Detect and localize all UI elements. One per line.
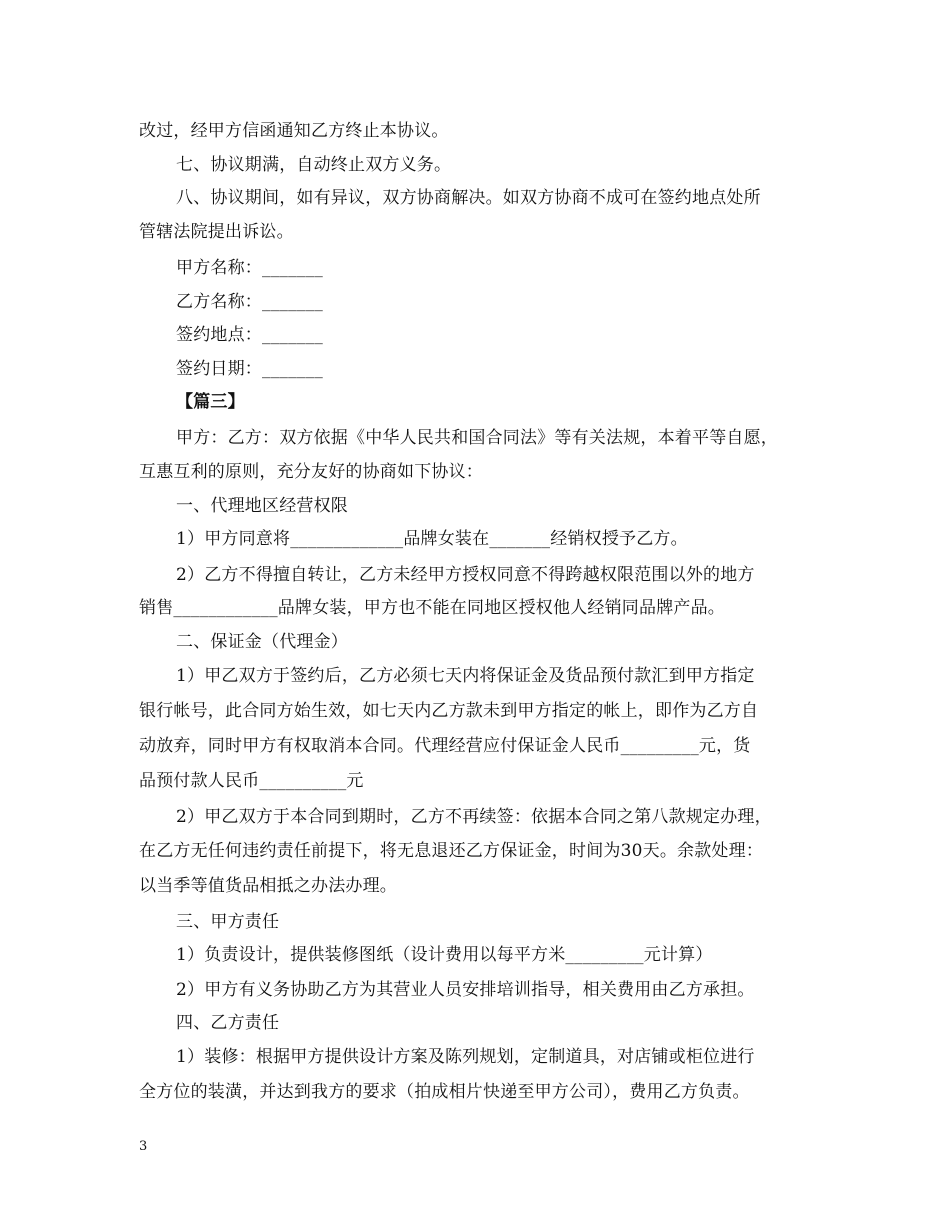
text-line: 2）甲方有义务协助乙方为其营业人员安排培训指导，相关费用由乙方承担。 — [176, 980, 755, 1000]
text-line: 八、协议期间，如有异议，双方协商解决。如双方协商不成可在签约地点处所 — [176, 188, 761, 208]
signature-field-date: 签约日期：_______ — [176, 359, 323, 379]
text-line: 1）甲方同意将_____________品牌女装在_______经销权授予乙方。 — [176, 529, 688, 549]
text-line: 品预付款人民币__________元 — [139, 771, 364, 791]
text-line: 管辖法院提出诉讼。 — [139, 222, 294, 242]
text-line: 全方位的装潢，并达到我方的要求（拍成相片快递至甲方公司），费用乙方负责。 — [139, 1082, 750, 1102]
text-line: 在乙方无任何违约责任前提下，将无息退还乙方保证金，时间为30天。余款处理： — [139, 841, 764, 861]
text-line: 甲方：乙方：双方依据《中华人民共和国合同法》等有关法规，本着平等自愿， — [176, 428, 778, 448]
section-heading: 【篇三】 — [176, 392, 245, 412]
text-line: 2）甲乙双方于本合同到期时，乙方不再续签：依据本合同之第八款规定办理， — [176, 807, 772, 827]
text-line: 2）乙方不得擅自转让，乙方未经甲方授权同意不得跨越权限范围以外的地方 — [176, 565, 755, 585]
text-line: 1）装修：根据甲方提供设计方案及陈列规划，定制道具，对店铺或柜位进行 — [176, 1047, 755, 1067]
signature-field-location: 签约地点：_______ — [176, 325, 323, 345]
text-line: 互惠互利的原则，充分友好的协商如下协议： — [139, 462, 483, 482]
text-line: 以当季等值货品相抵之办法办理。 — [139, 876, 397, 896]
text-line: 1）甲乙双方于签约后，乙方必须七天内将保证金及货品预付款汇到甲方指定 — [176, 666, 755, 686]
text-line: 改过，经甲方信函通知乙方终止本协议。 — [139, 121, 449, 141]
signature-field-party-a: 甲方名称：_______ — [176, 258, 323, 278]
text-line: 银行帐号，此合同方始生效，如七天内乙方款未到甲方指定的帐上，即作为乙方自 — [139, 701, 759, 721]
clause-heading: 二、保证金（代理金） — [176, 632, 348, 652]
clause-heading: 四、乙方责任 — [176, 1013, 280, 1033]
page-number: 3 — [139, 1139, 148, 1154]
text-line: 1）负责设计，提供装修图纸（设计费用以每平方米_________元计算） — [176, 945, 713, 965]
text-line: 动放弃，同时甲方有权取消本合同。代理经营应付保证金人民币_________元，货 — [139, 736, 751, 756]
text-line: 销售____________品牌女装，甲方也不能在同地区授权他人经销同品牌产品。 — [139, 598, 725, 618]
text-line: 七、协议期满，自动终止双方义务。 — [176, 155, 452, 175]
clause-heading: 一、代理地区经营权限 — [176, 496, 348, 516]
signature-field-party-b: 乙方名称：_______ — [176, 292, 323, 312]
clause-heading: 三、甲方责任 — [176, 912, 280, 932]
